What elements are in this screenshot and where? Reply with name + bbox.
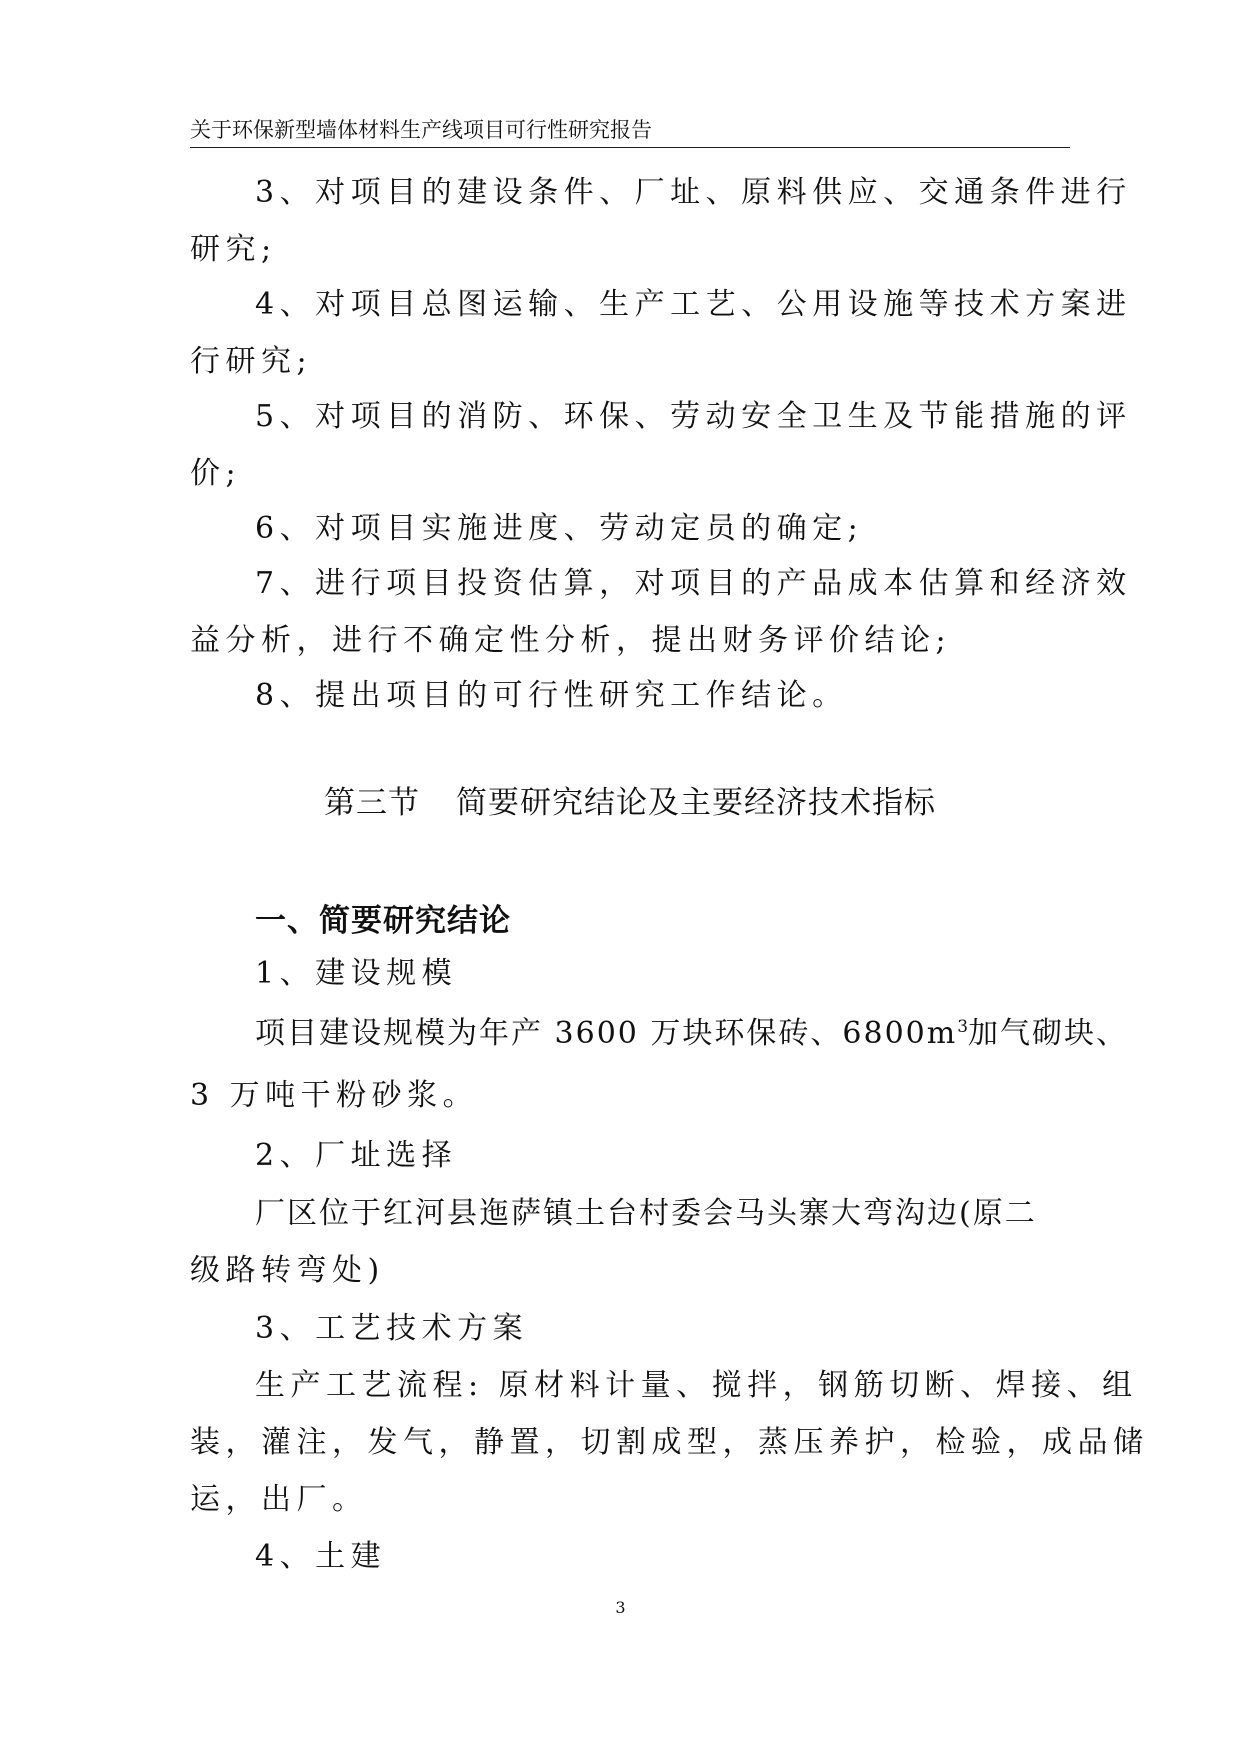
paragraph-5-line-2: 价; (190, 456, 242, 491)
paragraph-6-line-1: 6、对项目实施进度、劳动定员的确定; (255, 511, 864, 546)
item-process-line-2: 装，灌注，发气，静置，切割成型，蒸压养护，检验，成品储 (190, 1425, 1149, 1460)
cubic-superscript: 3 (957, 1017, 969, 1037)
item-process-line-3: 运，出厂。 (190, 1482, 368, 1517)
subsection-title: 一、简要研究结论 (255, 903, 511, 939)
item-site-heading: 2、厂址选择 (255, 1138, 458, 1173)
header-rule (190, 147, 1070, 148)
paragraph-8-line-1: 8、提出项目的可行性研究工作结论。 (255, 678, 848, 713)
item-scale-text: 项目建设规模为年产 3600 万块环保砖、6800m (255, 1016, 958, 1051)
paragraph-3-line-1: 3、对项目的建设条件、厂址、原料供应、交通条件进行 (255, 175, 1132, 210)
item-site-line-2: 级路转弯处) (190, 1253, 385, 1288)
paragraph-7-line-2: 益分析，进行不确定性分析，提出财务评价结论; (190, 623, 952, 658)
section-title-text: 简要研究结论及主要经济技术指标 (456, 785, 936, 821)
item-scale-line-1 (255, 1005, 1135, 1062)
item-scale-text-after: 加气砌块、 (968, 1016, 1129, 1051)
section-title (190, 775, 1070, 832)
paragraph-4-line-2: 行研究; (190, 344, 313, 379)
item-process-line-1: 生产工艺流程: 原材料计量、搅拌，钢筋切断、焊接、组 (255, 1368, 1138, 1403)
paragraph-3-line-2: 研究; (190, 232, 277, 267)
item-scale-heading: 1、建设规模 (255, 956, 458, 991)
section-number: 第三节 (324, 785, 420, 821)
page-number: 3 (615, 1598, 626, 1617)
item-civil-heading: 4、土建 (255, 1539, 387, 1574)
paragraph-7-line-1: 7、进行项目投资估算，对项目的产品成本估算和经济效 (255, 566, 1132, 601)
paragraph-5-line-1: 5、对项目的消防、环保、劳动安全卫生及节能措施的评 (255, 399, 1132, 434)
item-process-heading: 3、工艺技术方案 (255, 1311, 529, 1346)
item-scale-line-2: 3 万吨干粉砂浆。 (190, 1078, 479, 1113)
running-header: 关于环保新型墙体材料生产线项目可行性研究报告 (190, 118, 652, 142)
item-site-line-1: 厂区位于红河县迤萨镇土台村委会马头寨大弯沟边(原二 (255, 1196, 1037, 1231)
paragraph-4-line-1: 4、对项目总图运输、生产工艺、公用设施等技术方案进 (255, 287, 1132, 322)
